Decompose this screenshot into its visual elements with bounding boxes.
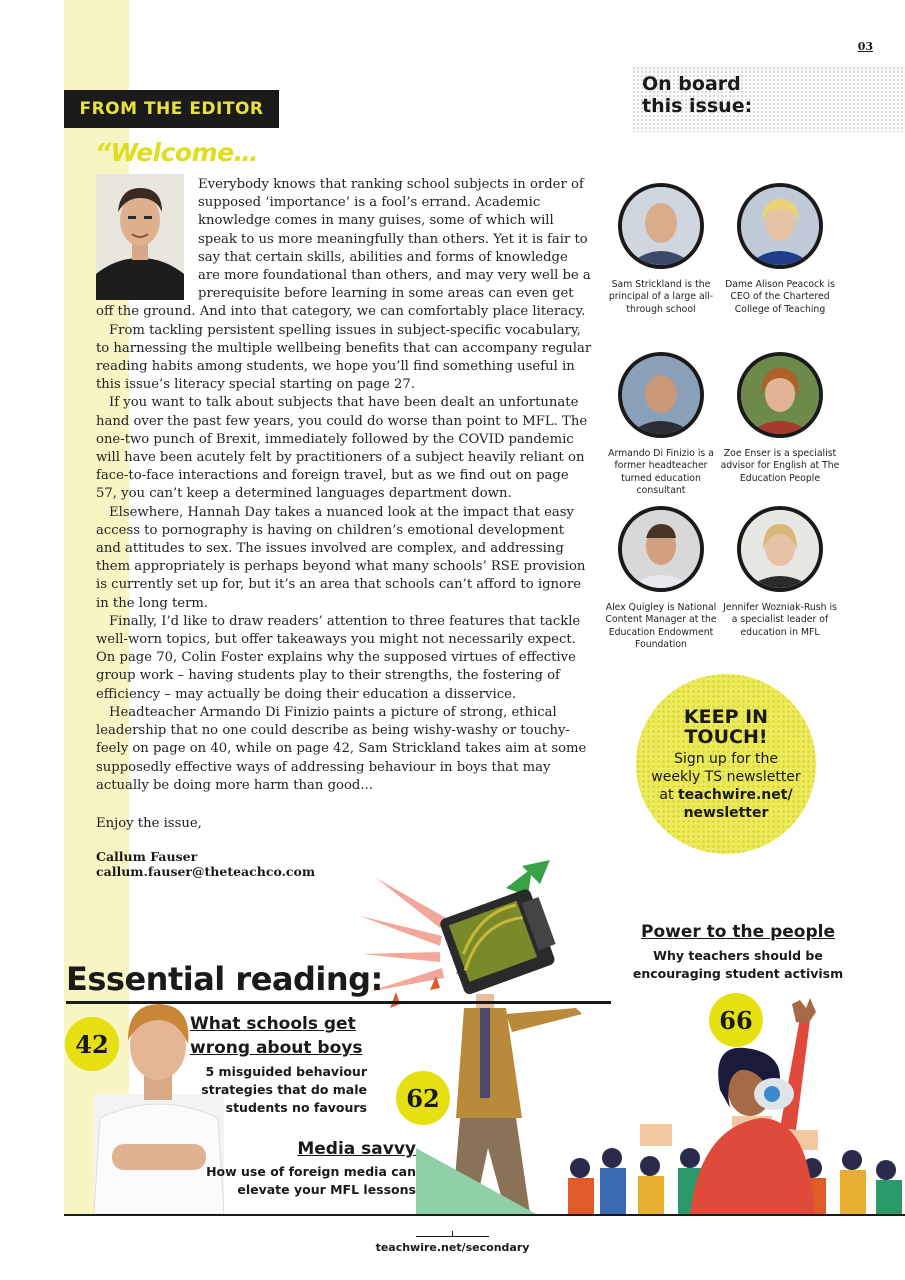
contributor-photo: [618, 352, 704, 438]
signature: [96, 849, 315, 879]
footer-rule-tick: [452, 1231, 453, 1237]
page-badge: 66: [709, 993, 763, 1047]
article-title[interactable]: Power to the people: [641, 922, 835, 942]
paragraph: If you want to talk about subjects that have been dealt an unfortunate hand over the past few years, you could do worse than point to MFL. The one-two punch of Brexit, immediately followed by the COVID pandemic will have been acutely felt by practitioners of a subject heavily reliant on face-to-face interactions and foreign travel, but as we find out on page 57, you can’t keep a determined languages department down.: [96, 395, 588, 502]
editorial-body: [96, 176, 592, 795]
contributor-card: Sam Strickland is the principal of a large all-through school: [601, 183, 721, 316]
page-badge: 42: [65, 1017, 119, 1071]
article-teaser[interactable]: What schools get wrong about boys: [190, 1014, 363, 1058]
contributor-photo: [618, 183, 704, 269]
paragraph: Finally, I’d like to draw readers’ attention to three features that tackle well-worn topics, but offer takeaways you might not necessarily expect. On page 70, Colin Foster explains why the supposed virtues of effective group work – having students play to their strengths, the fostering of efficiency – may actually be doing their education a disservice.: [96, 613, 581, 702]
page-badge: 62: [396, 1071, 450, 1125]
contributor-card: Armando Di Finizio is a former headteacher turned education consultant: [601, 352, 721, 498]
contributor-photo: [737, 183, 823, 269]
welcome-heading: “Welcome…: [95, 138, 259, 167]
paragraph: From tackling persistent spelling issues in subject-specific vocabulary, to harnessing the multiple wellbeing benefits that can accompany regular reading habits among students, we hope you’ll find something useful in this issue’s literacy special starting on page 27.: [96, 322, 592, 393]
essential-reading-title: Essential reading:: [66, 960, 383, 998]
article-title[interactable]: Media savvy: [297, 1139, 416, 1159]
footer-url[interactable]: teachwire.net/secondary: [375, 1241, 530, 1254]
contributor-card: Dame Alison Peacock is CEO of the Chartered College of Teaching: [720, 183, 840, 316]
contributor-photo: [737, 352, 823, 438]
article-subtitle: 5 misguided behaviour strategies that do male students no favours: [201, 1064, 367, 1115]
paragraph: Headteacher Armando Di Finizio paints a picture of strong, ethical leadership that no one could describe as being wishy-washy or touchy-feely on page on 40, while on page 42, Sam Strickland takes aim at some supposedly effective ways of addressing behaviour in boys that may actually be doing more harm than good...: [96, 704, 587, 793]
paragraph: Elsewhere, Hannah Day takes a nuanced look at the impact that easy access to pornography is having on children’s emotional development and attitudes to sex. The issues involved are complex, and addressing them appropriately is perhaps beyond what many schools’ RSE provision is currently set up for, but it’s an area that schools can’t afford to ignore in the long term.: [96, 504, 586, 611]
contributor-photo: [618, 506, 704, 592]
article-subtitle: How use of foreign media can elevate your MFL lessons: [206, 1164, 416, 1197]
newsletter-link[interactable]: newsletter: [683, 805, 769, 821]
newsletter-promo[interactable]: KEEP IN TOUCH! Sign up for the weekly TS newsletter at teachwire.net/ newsletter: [636, 674, 816, 854]
paragraph: Everybody knows that ranking school subjects in order of supposed ‘importance’ is a fool’s errand. Academic knowledge comes in many guises, some of which will speak to us more meaningfully than others. Yet it is fair to say that certain skills, abilities and forms of knowledge are more foundational than others, and may very well be a prerequisite before learning in some areas can even get off the ground. And into that category, we can comfortably place literacy.: [96, 177, 591, 320]
article-subtitle: Why teachers should be encouraging student activism: [632, 948, 844, 981]
contributor-photo: [737, 506, 823, 592]
contributor-card: Alex Quigley is National Content Manager at the Education Endowment Foundation: [601, 506, 721, 652]
contributor-card: Zoe Enser is a specialist advisor for English at The Education People: [720, 352, 840, 485]
section-tag: FROM THE EDITOR: [64, 90, 279, 128]
newsletter-link[interactable]: teachwire.net/: [677, 787, 793, 803]
onboard-title: On board this issue:: [642, 73, 753, 117]
signoff: Enjoy the issue,: [96, 816, 202, 831]
contributor-card: Jennifer Wozniak-Rush is a specialist leader of education in MFL: [720, 506, 840, 639]
page-number: 03: [857, 40, 873, 53]
footer-divider: [64, 1214, 905, 1216]
editor-email[interactable]: callum.fauser@theteachco.com: [96, 864, 316, 879]
editor-name: Callum Fauser: [96, 849, 198, 864]
divider: [66, 1001, 611, 1004]
